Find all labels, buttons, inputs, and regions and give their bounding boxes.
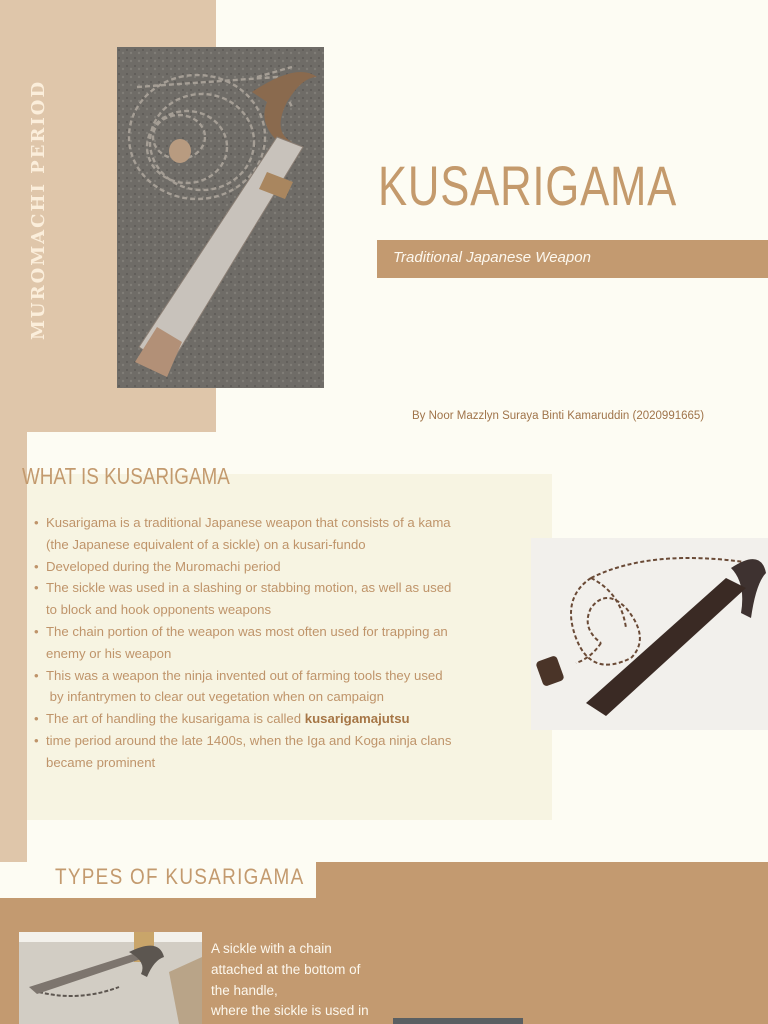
kusarigama-side-photo [531,538,768,730]
sidebar-strip [0,432,27,862]
bullet-line: The sickle was used in a slashing or stabbing motion, as well as used [46,580,452,596]
description-line: where the sickle is used in [211,1003,369,1019]
description-line: A sickle with a chain [211,941,332,956]
bullet-item [34,708,514,730]
types-heading: TYPES OF KUSARIGAMA [55,864,305,889]
bullet-line: by infantrymen to clear out vegetation when on campaign [46,689,384,705]
bullet-item [34,665,514,709]
bullet-item [34,730,514,774]
bullet-item [34,556,514,578]
bullet-line: to block and hook opponents weapons [46,602,272,618]
subtitle: Traditional Japanese Weapon [393,249,591,266]
keyword-kusarigamajutsu: kusarigamajutsu [304,711,410,727]
bullet-line: Kusarigama is a traditional Japanese weapon that consists of a kama [46,515,451,530]
description-line: the handle, [211,982,278,998]
bullet-line: This was a weapon the ninja invented out of farming tools they used [46,667,443,683]
bullet-item [34,577,514,621]
vertical-period-title: MUROMACHI PERIOD [28,79,49,340]
bullet-item [34,621,514,665]
page-title: KUSARIGAMA [378,154,678,217]
bullet-line: (the Japanese equivalent of a sickle) on a kusari-fundo [46,536,366,552]
types-kusarigama-photo [19,932,202,1024]
what-is-bullet-list [34,512,514,774]
author-byline: By Noor Mazzlyn Suraya Binti Kamaruddin (2020991665) [412,410,705,422]
bullet-line: The chain portion of the weapon was most often used for trapping an [46,623,448,639]
bullet-item [34,512,514,556]
bullet-line: became prominent [46,754,156,770]
description-line: attached at the bottom of [211,961,361,977]
kusarigama-hero-photo [117,47,324,388]
what-is-heading: WHAT IS KUSARIGAMA [22,463,230,489]
bullet-line: The art of handling the kusarigama is called [46,711,305,727]
bullet-line: time period around the late 1400s, when the Iga and Koga ninja clans [46,732,452,748]
types-second-photo [393,1018,523,1024]
bullet-line: enemy or his weapon [46,645,172,661]
bullet-line: Developed during the Muromachi period [46,558,281,574]
types-description [211,939,391,1022]
